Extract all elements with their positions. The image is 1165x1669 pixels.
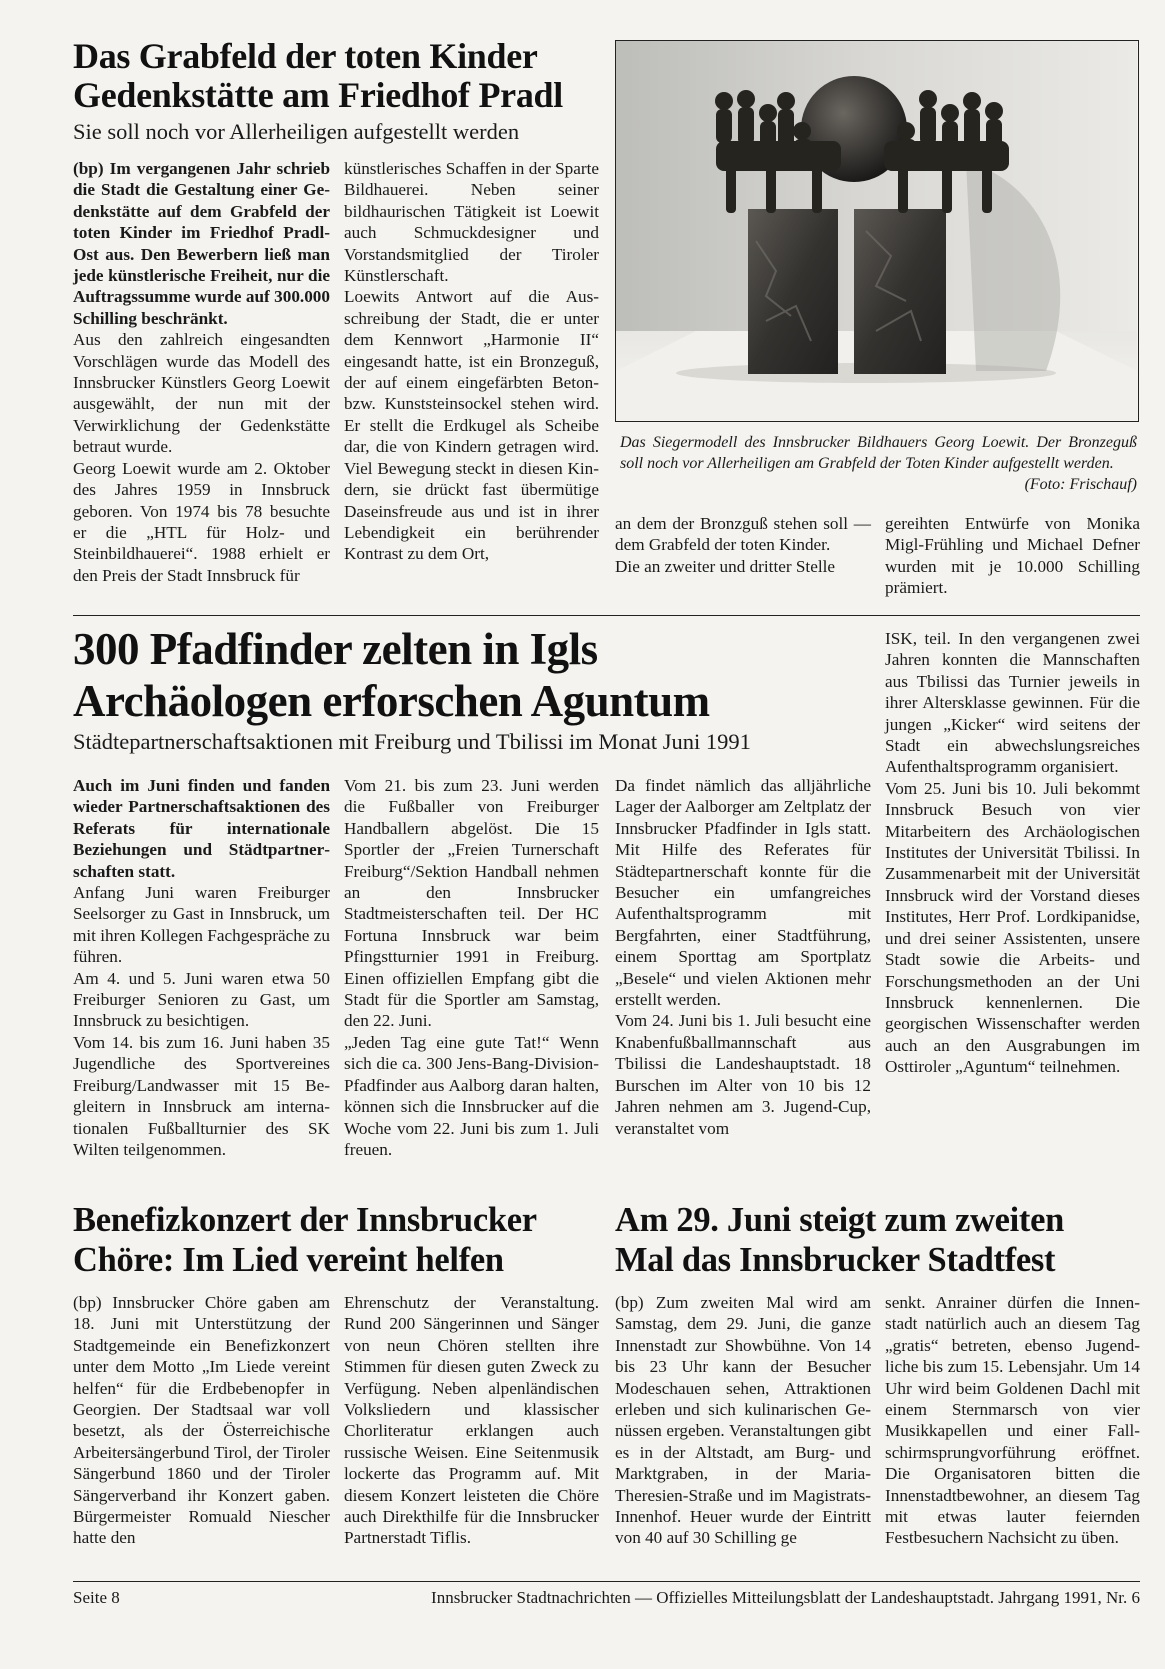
- article-3-title-line-2: Chöre: Im Lied vereint helfen: [73, 1241, 504, 1279]
- article-4-column-1: [615, 1292, 871, 1549]
- sculpture-photo-image: [616, 41, 1137, 420]
- footer-page-number: Seite 8: [73, 1588, 120, 1607]
- article-2-title-line-2: Archäologen erforschen Aguntum: [73, 676, 710, 726]
- article-2-column-2: [344, 775, 599, 1160]
- footer-rule: [73, 1581, 1140, 1582]
- article-2-paragraph: Vom 21. bis zum 23. Juni werden die Fußballer von Freiburger Handballern abgelöst. Die 15 Sportler der „Freien Turnerschaft Freiburg“/Sektion Handball nehmen an den Innsbrucker Stadtmeisterschaften teil. Der HC Fortuna Innsbruck war beim Pfingstturnier 1991 in Freiburg. Einen offiziellen Empfang gibt die Stadt für die Sportler am Samstag, den 22. Juni.: [344, 776, 599, 1031]
- article-1-paragraph: Georg Loewit wurde am 2. Oktober des Jahres 1959 in Innsbruck geboren. Von 1974 bis 78 besuchte er die „HTL für Holz- und Steinbildhauerei“. 1988 erhielt er den Preis der Stadt Innsbruck für: [73, 458, 330, 585]
- article-2-paragraph: Vom 14. bis zum 16. Juni haben 35 Jugendliche des Sportvereines Freiburg/Landwasser mit 15 Begleitern in Innsbruck am internationalen Fußballturnier des SK Wilten teilgenommen.: [73, 1032, 330, 1159]
- article-1-column-3: [615, 513, 871, 577]
- article-1-header: [73, 37, 593, 145]
- article-4-paragraph: (bp) Zum zweiten Mal wird am Samstag, dem 29. Juni, die ganze Innenstadt zur Showbühne. Von 14 bis 23 Uhr kann der Besucher Modeschauen sehen, Attraktionen erleben und sich kulinarischen Genüssen ergeben. Veranstaltungen gibt es in der Altstadt, am Burg- und Marktgraben, in der Maria-Theresien-Straße und im Magistrats-Innenhof. Heuer wurde der Eintritt von 40 auf 30 Schilling ge: [615, 1293, 871, 1548]
- article-2-paragraph: Vom 25. Juni bis 10. Juli bekommt Innsbruck Besuch von vier Mitarbeitern des Archäologischen Institutes der Universität Tbilissi. In Zusammenarbeit mit der Universität Innsbruck wird der Vorstand dieses Institutes, Herr Prof. Lordkipanidse, und drei seiner Assistenten, unsere Stadt sowie die Arbeits- und Forschungsmethoden an der Uni Innsbruck kennenlernen. Die georgischen Wissenschafter werden auch an den Ausgrabungen im Osttiroler „Aguntum“ teilnehmen.: [885, 778, 1140, 1077]
- article-2-paragraph: Vom 24. Juni bis 1. Juli besucht eine Knabenfußballmannschaft aus Tbilissi die Landeshauptstadt. 18 Burschen im Alter von 10 bis 12 Jahren nehmen am 3. Jugend-Cup, veranstaltet vom: [615, 1011, 871, 1138]
- article-1-paragraph: Die an zweiter und dritter Stelle: [615, 556, 836, 576]
- article-3-paragraph: (bp) Innsbrucker Chöre gaben am 18. Juni mit Unterstützung der Stadtgemeinde ein Benefizkonzert unter dem Motto „Im Liede vereint helfen“ für die Erdbebenopfer in Georgien. Der Stadtsaal war voll besetzt, als der Österreichische Arbeitersängerbund Tirol, der Tiroler Sängerbund 1860 und der Tiroler Sängerverband ihr Konzert gaben. Bürgermeister Romuald Niescher hatte den: [73, 1293, 330, 1548]
- section-divider: [73, 615, 1140, 616]
- article-4-column-2: [885, 1292, 1140, 1549]
- article-2-column-1: [73, 775, 330, 1160]
- article-1-column-4: [885, 513, 1140, 599]
- article-1-column-1: [73, 158, 330, 586]
- footer-publication: Innsbrucker Stadtnachrichten — Offizielles Mitteilungsblatt der Landeshauptstadt. Jahrgang 1991, Nr. 6: [431, 1588, 1140, 1607]
- article-2-paragraph: „Jeden Tag eine gute Tat!“ Wenn sich die ca. 300 Jens-Bang-Division-Pfadfinder aus Aalborg daran halten, können sich die Innsbrucker auf die Woche vom 22. Juni bis zum 1. Juli freuen.: [344, 1032, 599, 1159]
- article-1-paragraph: künstlerisches Schaffen in der Sparte Bildhauerei. Neben seiner bildhaurischen Tätigkeit ist Loewit auch Schmuckdesigner und Vorstandsmitglied der Tiroler Künstlerschaft.: [344, 159, 599, 286]
- article-4-title-line-2: Mal das Innsbrucker Stadtfest: [615, 1241, 1056, 1279]
- photo-caption: [620, 432, 1137, 495]
- article-1-lead: (bp) Im vergangenen Jahr schrieb die Stadt die Gestaltung einer Gedenkstätte auf dem Grabfeld der toten Kinder im Friedhof Pradl-Ost aus. Den Bewerbern ließ man jede künstlerische Freiheit, nur die Auftragssumme wurde auf 300.000 Schilling beschränkt.: [73, 159, 330, 328]
- photo-caption-text: Das Siegermodell des Innsbrucker Bildhauers Georg Loewit. Der Bronzeguß soll noch vor Allerheiligen am Grabfeld der Toten Kinder aufgestellt werden.: [620, 434, 1137, 472]
- article-2-column-4: [885, 628, 1140, 1078]
- article-1-paragraph: gereihten Entwürfe von Monika Migl-Frühling und Michael Defner wurden mit je 10.000 Schilling prämiert.: [885, 514, 1140, 598]
- article-2-column-3: [615, 775, 871, 1139]
- article-4-header: [615, 1200, 1140, 1280]
- article-2-paragraph: Da findet nämlich das alljährliche Lager der Aalborger am Zeltplatz der Innsbrucker Pfadfinder in Igls statt. Mit Hilfe des Referates für Städtepartnerschaft konnte für die Besucher ein umfangreiches Aufenthaltsprogramm mit Bergfahrten, einer Stadtführung, einem Sporttag am Sportplatz „Besele“ und vielen Aktionen mehr erstellt werden.: [615, 776, 871, 1010]
- article-4-title-line-1: Am 29. Juni steigt zum zweiten: [615, 1201, 1065, 1239]
- article-3-column-1: [73, 1292, 330, 1549]
- article-2-lead: Auch im Juni finden und fanden wieder Partnerschaftsaktionen des Referats für internationale Beziehungen und Städtpartnerschaften statt.: [73, 776, 330, 881]
- article-2-title-line-1: 300 Pfadfinder zelten in Igls: [73, 624, 598, 674]
- article-1-title-line-1: Das Grabfeld der toten Kinder: [73, 36, 538, 76]
- article-4-paragraph: senkt. Anrainer dürfen die Innenstadt natürlich auch an diesem Tag „gratis“ betreten, ebenso Jugendliche bis zum 15. Lebensjahr. Um 14 Uhr wird beim Goldenen Dachl mit einem Sternmarsch von vier Musikkapellen und einer Fallschirmsprungvorführung eröffnet. Die Organisatoren bitten die Innenstadtbewohner, an diesem Tag mit etwas lauter feiernden Festbesuchern Nachsicht zu üben.: [885, 1293, 1140, 1548]
- article-3-title-line-1: Benefizkonzert der Innsbrucker: [73, 1201, 537, 1239]
- sculpture-photo: [615, 40, 1139, 422]
- article-2-header: [73, 623, 873, 755]
- article-3-column-2: [344, 1292, 599, 1549]
- article-2-paragraph: Anfang Juni waren Freiburger Seelsorger zu Gast in Innsbruck, um mit ihren Kollegen Fachgespräche zu führen.: [73, 883, 330, 967]
- article-1-title-line-2: Gedenkstätte am Friedhof Pradl: [73, 75, 563, 115]
- article-1-column-2: [344, 158, 599, 565]
- article-1-paragraph: Aus den zahlreich eingesandten Vorschlägen wurde das Modell des Innsbrucker Künstlers Georg Loewit ausgewählt, der nun mit der Verwirklichung der Gedenkstätte betraut wurde.: [73, 330, 330, 457]
- article-1-subtitle: Sie soll noch vor Allerheiligen aufgestellt werden: [73, 119, 520, 144]
- article-2-paragraph: ISK, teil. In den vergangenen zwei Jahren konnten die Mannschaften aus Tbilissi das Turnier jeweils in ihrer Altersklasse gewinnen. Für die jungen „Kicker“ wird seitens der Stadt ein abwechslungsreiches Aufenthaltsprogramm organisiert.: [885, 629, 1140, 777]
- article-2-paragraph: Am 4. und 5. Juni waren etwa 50 Freiburger Senioren zu Gast, um Innsbruck zu besichtigen.: [73, 968, 330, 1031]
- article-3-header: [73, 1200, 603, 1280]
- article-2-subtitle: Städtepartnerschaftsaktionen mit Freiburg und Tbilissi im Monat Juni 1991: [73, 729, 751, 754]
- photo-credit: (Foto: Frischauf): [1024, 476, 1137, 493]
- article-3-paragraph: Ehrenschutz der Veranstaltung. Rund 200 Sängerinnen und Sänger von neun Chören stellten ihre Stimmen für diesen guten Zweck zu Verfügung. Neben alpenländischen Volksliedern und klassischer Chorliteratur erklangen auch russische Weisen. Eine Seitenmusik lockerte das Programm auf. Mit diesem Konzert leisteten die Chöre auch Direkthilfe für die Innsbrucker Partnerstadt Tiflis.: [344, 1293, 599, 1548]
- article-1-paragraph: Loewits Antwort auf die Ausschreibung der Stadt, die er unter dem Kennwort „Harmonie II“ eingesandt hatte, ist ein Bronzeguß, der auf einem eingefärbten Beton- bzw. Kunststeinsockel stehen wird. Er stellt die Erdkugel als Scheibe dar, die von Kindern getragen wird. Viel Bewegung steckt in diesen Kindern, sie drückt fast übermütige Daseinsfreude aus und ist in ihrer Lebendigkeit ein berührender Kontrast zu dem Ort,: [344, 287, 599, 564]
- article-1-paragraph: an dem der Bronzguß stehen soll — dem Grabfeld der toten Kinder.: [615, 514, 871, 555]
